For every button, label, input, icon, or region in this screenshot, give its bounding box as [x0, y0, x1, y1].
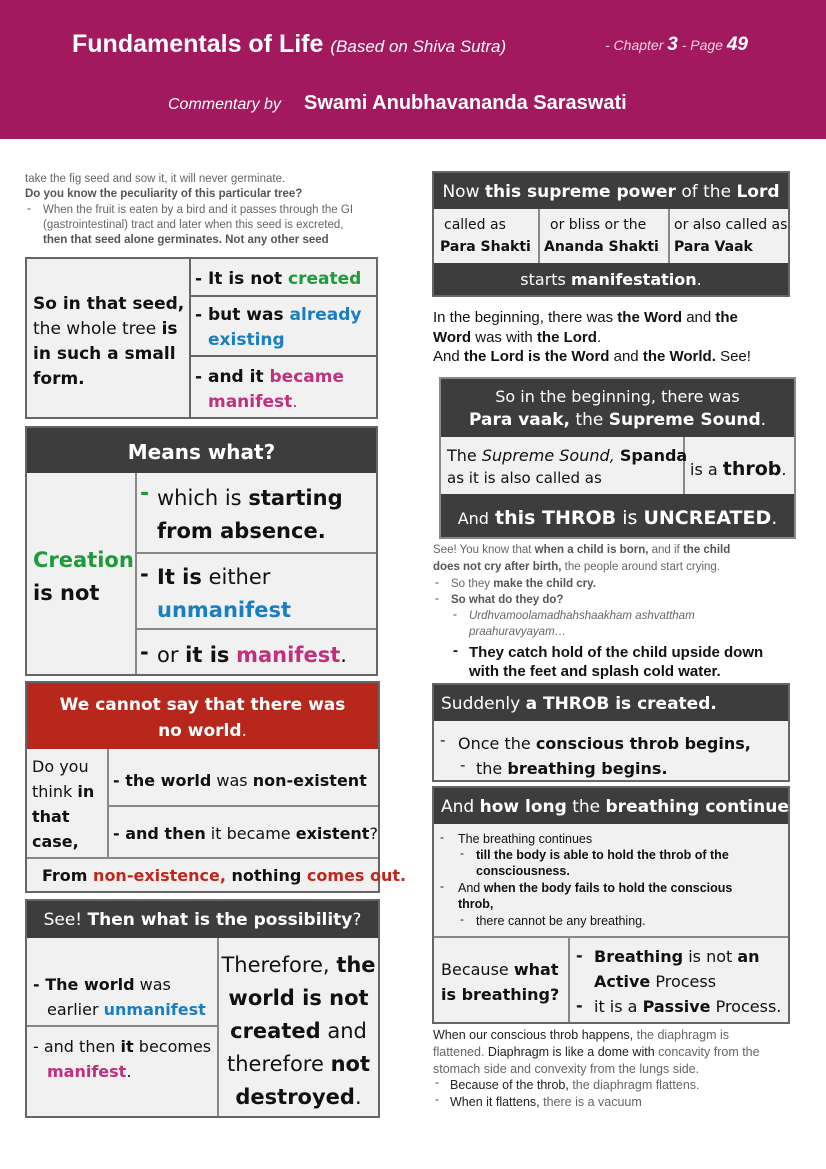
text-run: Now	[442, 182, 480, 202]
text-line: throb,	[458, 897, 494, 911]
text-run: the Lord	[463, 348, 524, 365]
text-run: - The world	[33, 975, 135, 994]
seed-box	[25, 257, 378, 419]
text-run: when the body fails to hold the conscious	[483, 881, 733, 895]
text-run: In the beginning, there was	[433, 309, 614, 326]
text-run: is the Word	[528, 348, 610, 365]
text-line: When the fruit is eaten by a bird and it passes through the GI	[43, 204, 354, 216]
text-run: existent	[295, 824, 370, 843]
text-run: ?	[352, 910, 362, 930]
text-run: .	[126, 1062, 132, 1081]
text-line	[195, 367, 344, 387]
text-line	[33, 319, 178, 339]
text-run: or	[157, 643, 179, 667]
text-run: starts	[520, 270, 566, 289]
text-line	[441, 797, 806, 817]
text-run: the people around start crying.	[564, 561, 720, 573]
text-line: -	[460, 756, 466, 774]
text-line	[441, 960, 558, 979]
text-line: -	[576, 996, 583, 1015]
text-line: Do you	[32, 757, 89, 776]
text-run: already	[289, 305, 362, 325]
text-line	[219, 1085, 378, 1109]
means-what-box	[25, 426, 378, 676]
text-line	[434, 270, 788, 289]
text-line	[219, 1052, 378, 1076]
text-run: See!	[720, 348, 751, 365]
commentary-label: Commentary by	[168, 96, 281, 113]
text-run: (Based on Shiva Sutra)	[330, 37, 507, 56]
throb-box	[432, 683, 790, 782]
text-line: The breathing continues	[458, 832, 593, 846]
text-run: earlier	[47, 1000, 99, 1019]
text-run: the Word	[617, 309, 683, 326]
text-run: no world	[158, 721, 242, 741]
text-run: .	[292, 392, 298, 412]
text-run: See! You know that	[433, 544, 532, 556]
text-run: manifest	[47, 1062, 127, 1081]
text-run: Breathing	[594, 947, 684, 966]
text-run: in	[77, 782, 95, 801]
text-line: -	[453, 642, 458, 659]
text-line	[33, 975, 171, 994]
text-line: So in the beginning, there was	[495, 387, 740, 406]
book-title	[72, 30, 506, 59]
text-line: (gastrointestinal) tract and later when this seed is excreted,	[43, 219, 344, 231]
text-run: The	[447, 446, 477, 465]
text-run: So they	[451, 578, 490, 590]
text-run: either	[208, 565, 271, 589]
text-line: praahuravyayam…	[469, 626, 567, 638]
text-run: From	[42, 866, 88, 885]
text-run: ?	[798, 801, 806, 816]
text-run: non-existent	[252, 771, 367, 790]
text-line: form.	[33, 369, 85, 389]
text-run: the World.	[642, 348, 716, 365]
text-line	[42, 866, 406, 885]
text-line	[32, 782, 94, 801]
text-line	[433, 543, 730, 558]
text-line: existing	[208, 330, 285, 350]
text-line: or also called as	[674, 217, 788, 233]
text-run: it is a	[594, 997, 638, 1016]
text-run: Para vaak,	[468, 410, 571, 430]
text-run: Then what is the possibility	[87, 910, 353, 930]
text-run: there is a vacuum	[543, 1095, 642, 1109]
text-line: that	[32, 807, 70, 826]
text-run: Suddenly	[441, 694, 521, 714]
text-line	[433, 1028, 729, 1043]
text-run: non-existence,	[93, 866, 226, 885]
text-run: 49	[726, 34, 748, 55]
text-run: ?	[369, 824, 378, 843]
text-run: an	[737, 947, 760, 966]
text-run: manifest	[208, 392, 293, 412]
text-run: became	[269, 367, 345, 387]
text-run: the Lord	[536, 329, 597, 346]
text-line: Urdhvamoolamadhahshaakham ashvattham	[469, 610, 695, 622]
chapter-page-indicator	[605, 34, 748, 56]
text-line	[476, 759, 668, 778]
text-run: the child	[682, 544, 731, 556]
text-run: - but was	[195, 305, 284, 325]
text-line: called as	[444, 217, 506, 233]
text-run: the	[336, 953, 376, 977]
text-run: created	[230, 1019, 321, 1043]
text-line: -	[460, 912, 464, 926]
text-line	[447, 446, 687, 465]
text-line: is not	[33, 581, 100, 605]
text-line	[450, 1078, 700, 1093]
text-run: not	[330, 1052, 370, 1076]
text-line: case,	[32, 832, 79, 851]
text-run: - It is not	[195, 269, 283, 289]
text-line	[450, 1095, 642, 1110]
text-line	[441, 507, 794, 529]
text-line: then that seed alone germinates. Not any other seed	[43, 234, 329, 246]
means-what-header: Means what?	[127, 440, 276, 464]
text-line: as it is also called as	[447, 469, 602, 487]
text-line: -	[440, 879, 444, 893]
text-run: breathing begins.	[507, 759, 668, 778]
text-run: Process	[655, 972, 717, 991]
text-run: .	[696, 270, 702, 289]
text-run: See!	[43, 910, 83, 930]
text-run: becomes	[138, 1037, 212, 1056]
text-run: Active	[594, 972, 651, 991]
text-run: was with	[475, 329, 533, 346]
text-run: the	[476, 759, 503, 778]
text-line: with the feet and splash cold water.	[469, 663, 721, 680]
text-run: concavity from the	[658, 1045, 760, 1059]
text-run: .	[354, 1085, 362, 1109]
text-run: it	[120, 1037, 134, 1056]
text-line: -	[140, 640, 149, 664]
text-run: Once the	[458, 734, 531, 753]
text-run: - Page	[681, 37, 723, 53]
world-box	[25, 681, 407, 893]
text-line: -	[440, 731, 446, 749]
text-run: It is	[157, 565, 202, 589]
text-run: does not cry after birth,	[433, 561, 562, 573]
text-run: how long	[479, 797, 567, 817]
text-line	[27, 721, 378, 741]
text-run: what	[513, 960, 559, 979]
text-line: till the body is able to hold the throb of the	[476, 848, 729, 862]
text-run: of the	[681, 182, 732, 202]
text-line: Do you know the peculiarity of this particular tree?	[25, 188, 303, 200]
text-run: Fundamentals of Life	[72, 30, 324, 58]
text-run: and	[686, 309, 712, 326]
text-line: unmanifest	[157, 598, 292, 622]
text-line: Para Vaak	[674, 239, 753, 255]
text-run: Passive	[642, 997, 711, 1016]
text-line	[33, 1037, 211, 1056]
text-line	[594, 972, 716, 991]
text-line: They catch hold of the child upside down	[469, 644, 764, 661]
text-line	[433, 560, 720, 575]
text-line: is breathing?	[441, 985, 560, 1004]
text-run: destroyed	[235, 1085, 355, 1109]
text-run: .	[781, 460, 787, 479]
text-line: in such a small	[33, 344, 176, 364]
page-header	[0, 0, 826, 139]
text-run: starting	[248, 486, 343, 510]
text-run: unmanifest	[103, 1000, 206, 1019]
text-run: - the world	[113, 771, 212, 790]
breathing-box	[432, 786, 806, 1024]
text-run: - and then	[113, 824, 206, 843]
text-run: Because	[441, 960, 509, 979]
text-run: was	[139, 975, 171, 994]
text-line: -	[140, 562, 149, 586]
text-line: -	[140, 481, 150, 506]
text-run: make the child cry.	[493, 578, 596, 590]
text-line: So in that seed,	[33, 294, 185, 314]
text-run: And	[441, 797, 475, 817]
text-run: created	[288, 269, 362, 289]
text-line	[113, 771, 367, 790]
text-run: it became	[210, 824, 291, 843]
text-line	[219, 953, 378, 977]
text-run: UNCREATED	[643, 507, 772, 529]
author-name: Swami Anubhavananda Saraswati	[304, 92, 627, 114]
text-line	[451, 577, 596, 592]
text-line: -	[440, 830, 444, 844]
text-run: the	[575, 410, 604, 430]
text-run: and	[613, 348, 639, 365]
text-line	[195, 305, 361, 325]
text-run: the whole tree	[33, 319, 157, 339]
text-run: Diaphragm is like a dome with	[487, 1045, 655, 1059]
text-line	[157, 643, 347, 667]
text-line	[433, 348, 751, 365]
text-run: and if	[651, 544, 680, 556]
text-run: - and then	[33, 1037, 116, 1056]
text-run: was	[216, 771, 248, 790]
text-run: comes out.	[306, 866, 407, 885]
text-line	[113, 824, 378, 843]
supreme-sound-box	[439, 377, 796, 539]
text-line	[433, 309, 738, 326]
text-run: the diaphragm flattens.	[572, 1078, 700, 1092]
text-line	[47, 1000, 206, 1019]
text-run: .	[340, 643, 347, 667]
text-line	[157, 565, 270, 589]
text-line	[157, 486, 343, 510]
text-run: manifest	[236, 643, 341, 667]
supreme-power-box	[432, 171, 790, 297]
text-line: So what do they do?	[451, 594, 564, 606]
text-run: when a child is born,	[534, 544, 649, 556]
text-line: -	[460, 846, 464, 860]
text-run: Supreme Sound	[608, 410, 761, 430]
text-line	[47, 1062, 131, 1081]
text-line	[433, 329, 601, 346]
text-line: from absence.	[157, 519, 326, 543]
text-line	[441, 694, 717, 714]
text-run: flattened.	[433, 1045, 485, 1059]
text-run: Spanda	[619, 446, 688, 465]
text-run: a THROB is created.	[525, 694, 717, 714]
text-line: or bliss or the	[550, 217, 647, 233]
text-line	[441, 410, 794, 430]
text-run: the	[572, 797, 601, 817]
text-run: 3	[667, 34, 678, 55]
text-run: throb	[722, 458, 782, 480]
text-line	[594, 947, 760, 966]
text-line	[690, 458, 787, 480]
text-line	[594, 997, 781, 1016]
text-run: is	[161, 319, 178, 339]
text-run: - Chapter	[605, 37, 664, 53]
text-run: breathing continues	[605, 797, 799, 817]
text-line: consciousness.	[476, 864, 570, 878]
text-line	[433, 1045, 760, 1060]
text-line: -	[576, 946, 583, 965]
text-run: this supreme power	[484, 182, 676, 202]
text-run: Lord	[736, 182, 780, 202]
text-run: Because of the throb,	[450, 1078, 569, 1092]
text-run: think	[32, 782, 73, 801]
possibility-box	[25, 899, 380, 1118]
text-line: Creation	[33, 548, 134, 572]
text-line	[434, 182, 788, 202]
text-run: - and it	[195, 367, 264, 387]
text-run: When our conscious throb happens,	[433, 1028, 634, 1042]
text-run: And	[458, 881, 481, 895]
text-run: it is	[185, 643, 230, 667]
text-line: stomach side and convexity from the lungs side.	[433, 1062, 700, 1076]
text-line: Ananda Shakti	[544, 239, 659, 255]
text-run: which is	[157, 486, 242, 510]
text-line: We cannot say that there was	[59, 695, 346, 715]
text-run: is not	[688, 947, 733, 966]
text-run: .	[760, 410, 767, 430]
text-run: is a	[690, 460, 718, 479]
text-run: And	[433, 348, 460, 365]
text-run: .	[596, 329, 602, 346]
text-run: Process.	[715, 997, 782, 1016]
text-line	[208, 392, 298, 412]
text-run: Therefore,	[221, 953, 330, 977]
text-line: world is not	[228, 986, 369, 1010]
text-run: And	[457, 509, 489, 528]
text-run: the diaphragm is	[636, 1028, 730, 1042]
text-line	[219, 1019, 378, 1043]
text-run: When it flattens,	[450, 1095, 540, 1109]
text-run: .	[771, 507, 778, 529]
text-run: therefore	[227, 1052, 324, 1076]
text-run: the	[715, 309, 738, 326]
text-run: manifestation	[570, 270, 697, 289]
text-line: there cannot be any breathing.	[476, 914, 646, 928]
text-line: Para Shakti	[440, 239, 531, 255]
text-run: Supreme Sound,	[481, 446, 615, 465]
text-run: .	[241, 721, 247, 741]
text-run: this THROB	[494, 507, 617, 529]
text-line	[195, 269, 361, 289]
text-run: nothing	[231, 866, 302, 885]
text-run: conscious throb begins,	[535, 734, 751, 753]
text-line: take the fig seed and sow it, it will never germinate.	[25, 173, 286, 185]
text-run: and	[327, 1019, 367, 1043]
text-line	[458, 734, 751, 753]
text-run: is	[622, 507, 638, 529]
text-line	[27, 910, 378, 930]
text-run: Word	[433, 329, 472, 346]
text-line	[458, 881, 732, 895]
